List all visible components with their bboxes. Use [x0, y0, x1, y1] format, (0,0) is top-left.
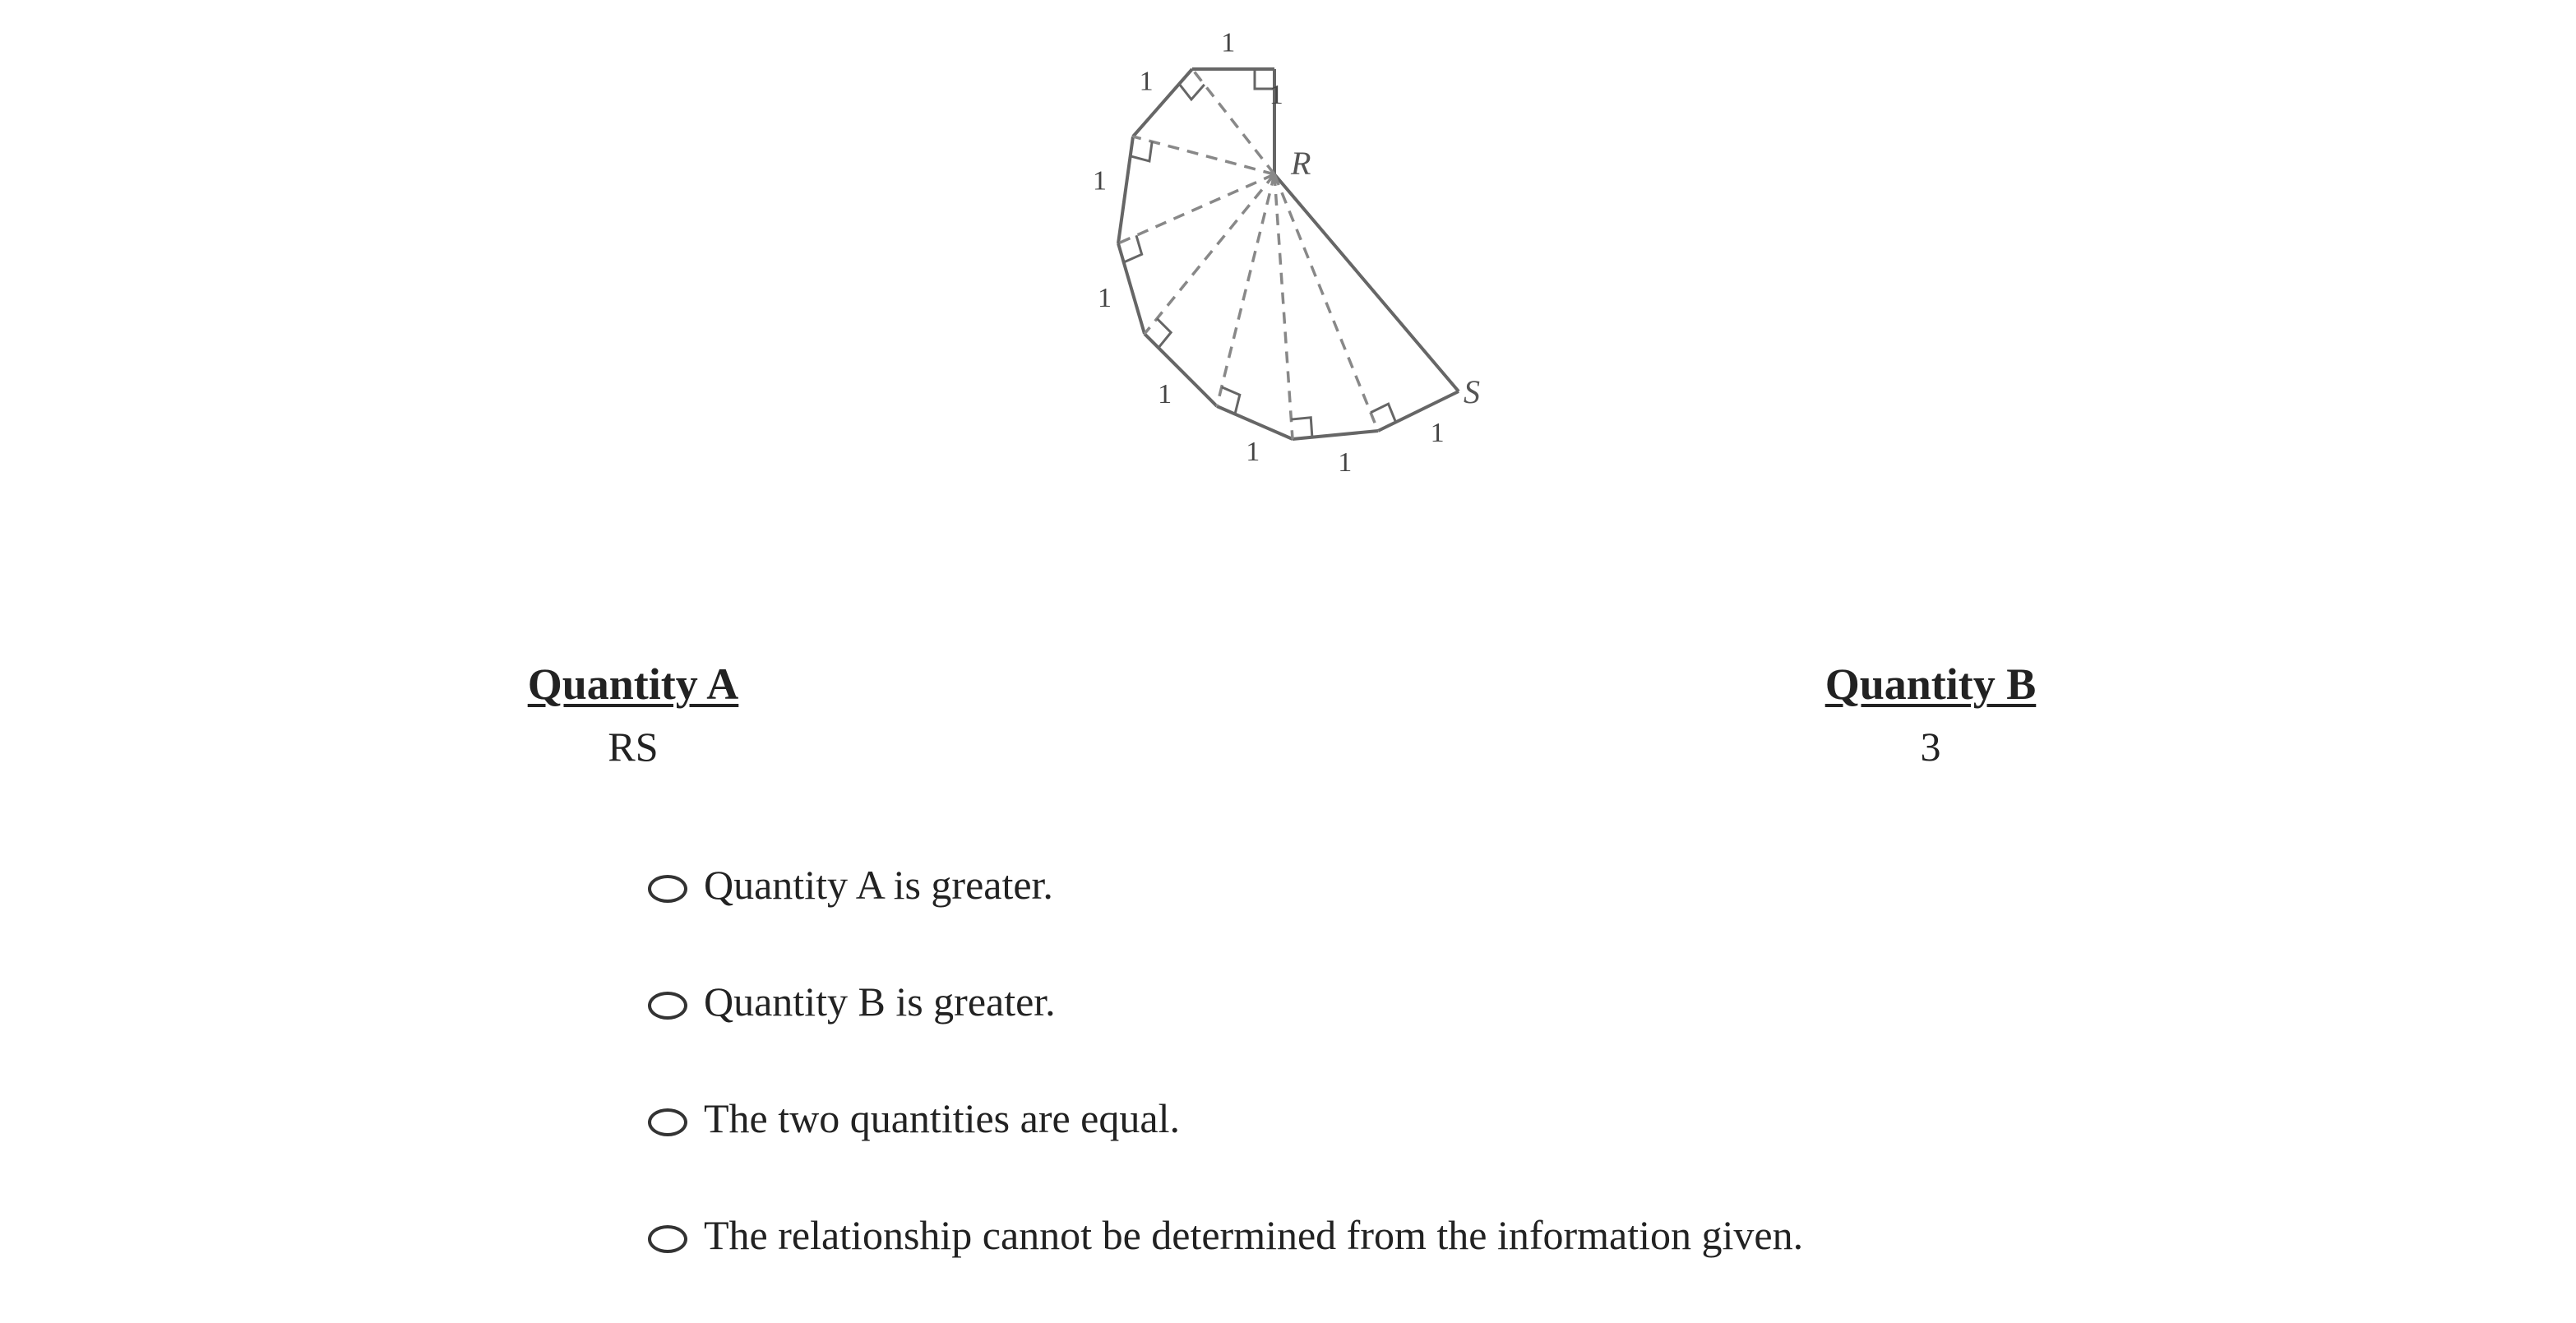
spiral-triangle-figure	[0, 0, 2576, 526]
quantity-a-value: RS	[608, 724, 659, 770]
segment-length-label: 1	[1221, 27, 1236, 58]
outer-edge-segment	[1217, 406, 1293, 439]
point-r-label: R	[1291, 145, 1311, 182]
radio-button-icon[interactable]	[648, 1108, 687, 1136]
outer-edge-segment	[1118, 136, 1133, 243]
answer-choice-label: Quantity A is greater.	[704, 862, 1053, 908]
answer-choice-label: The two quantities are equal.	[704, 1095, 1180, 1141]
outer-edge-segment	[1118, 243, 1145, 334]
answer-choice-label: The relationship cannot be determined from the information given.	[704, 1212, 1804, 1258]
answer-choice-a[interactable]	[648, 852, 1053, 918]
dashed-hypotenuse	[1133, 136, 1274, 174]
segment-length-label: 1	[1269, 80, 1283, 111]
quantity-a-column	[469, 658, 798, 773]
segment-length-label: 1	[1098, 283, 1112, 314]
segment-length-label: 1	[1338, 446, 1353, 478]
right-angle-mark	[1179, 84, 1205, 99]
segment-length-label: 1	[1158, 378, 1172, 409]
segment-length-label: 1	[1430, 417, 1445, 448]
answer-choice-c[interactable]	[648, 1085, 1180, 1151]
segment-length-label: 1	[1092, 165, 1107, 197]
radio-button-icon[interactable]	[648, 992, 687, 1020]
dashed-hypotenuse	[1118, 174, 1274, 243]
segment-length-label: 1	[1139, 66, 1154, 97]
point-s-label: S	[1464, 373, 1480, 410]
right-angle-mark	[1157, 318, 1171, 348]
quantity-b-header: Quantity B	[1824, 659, 2037, 709]
right-angle-mark	[1131, 141, 1152, 161]
quantity-b-column	[1766, 658, 2095, 773]
outer-edge-segment	[1145, 334, 1217, 406]
segment-length-label: 1	[1246, 436, 1260, 467]
quantity-b-value: 3	[1920, 724, 1941, 770]
answer-choice-b[interactable]	[648, 969, 1056, 1034]
quantity-a-header: Quantity A	[527, 659, 739, 709]
outer-edge-segment	[1293, 431, 1378, 439]
segment-rs	[1274, 174, 1459, 391]
answer-choice-d[interactable]	[648, 1202, 1803, 1268]
radio-button-icon[interactable]	[648, 875, 687, 903]
radio-button-icon[interactable]	[648, 1225, 687, 1253]
right-angle-mark	[1291, 418, 1312, 437]
answer-choice-label: Quantity B is greater.	[704, 978, 1056, 1025]
